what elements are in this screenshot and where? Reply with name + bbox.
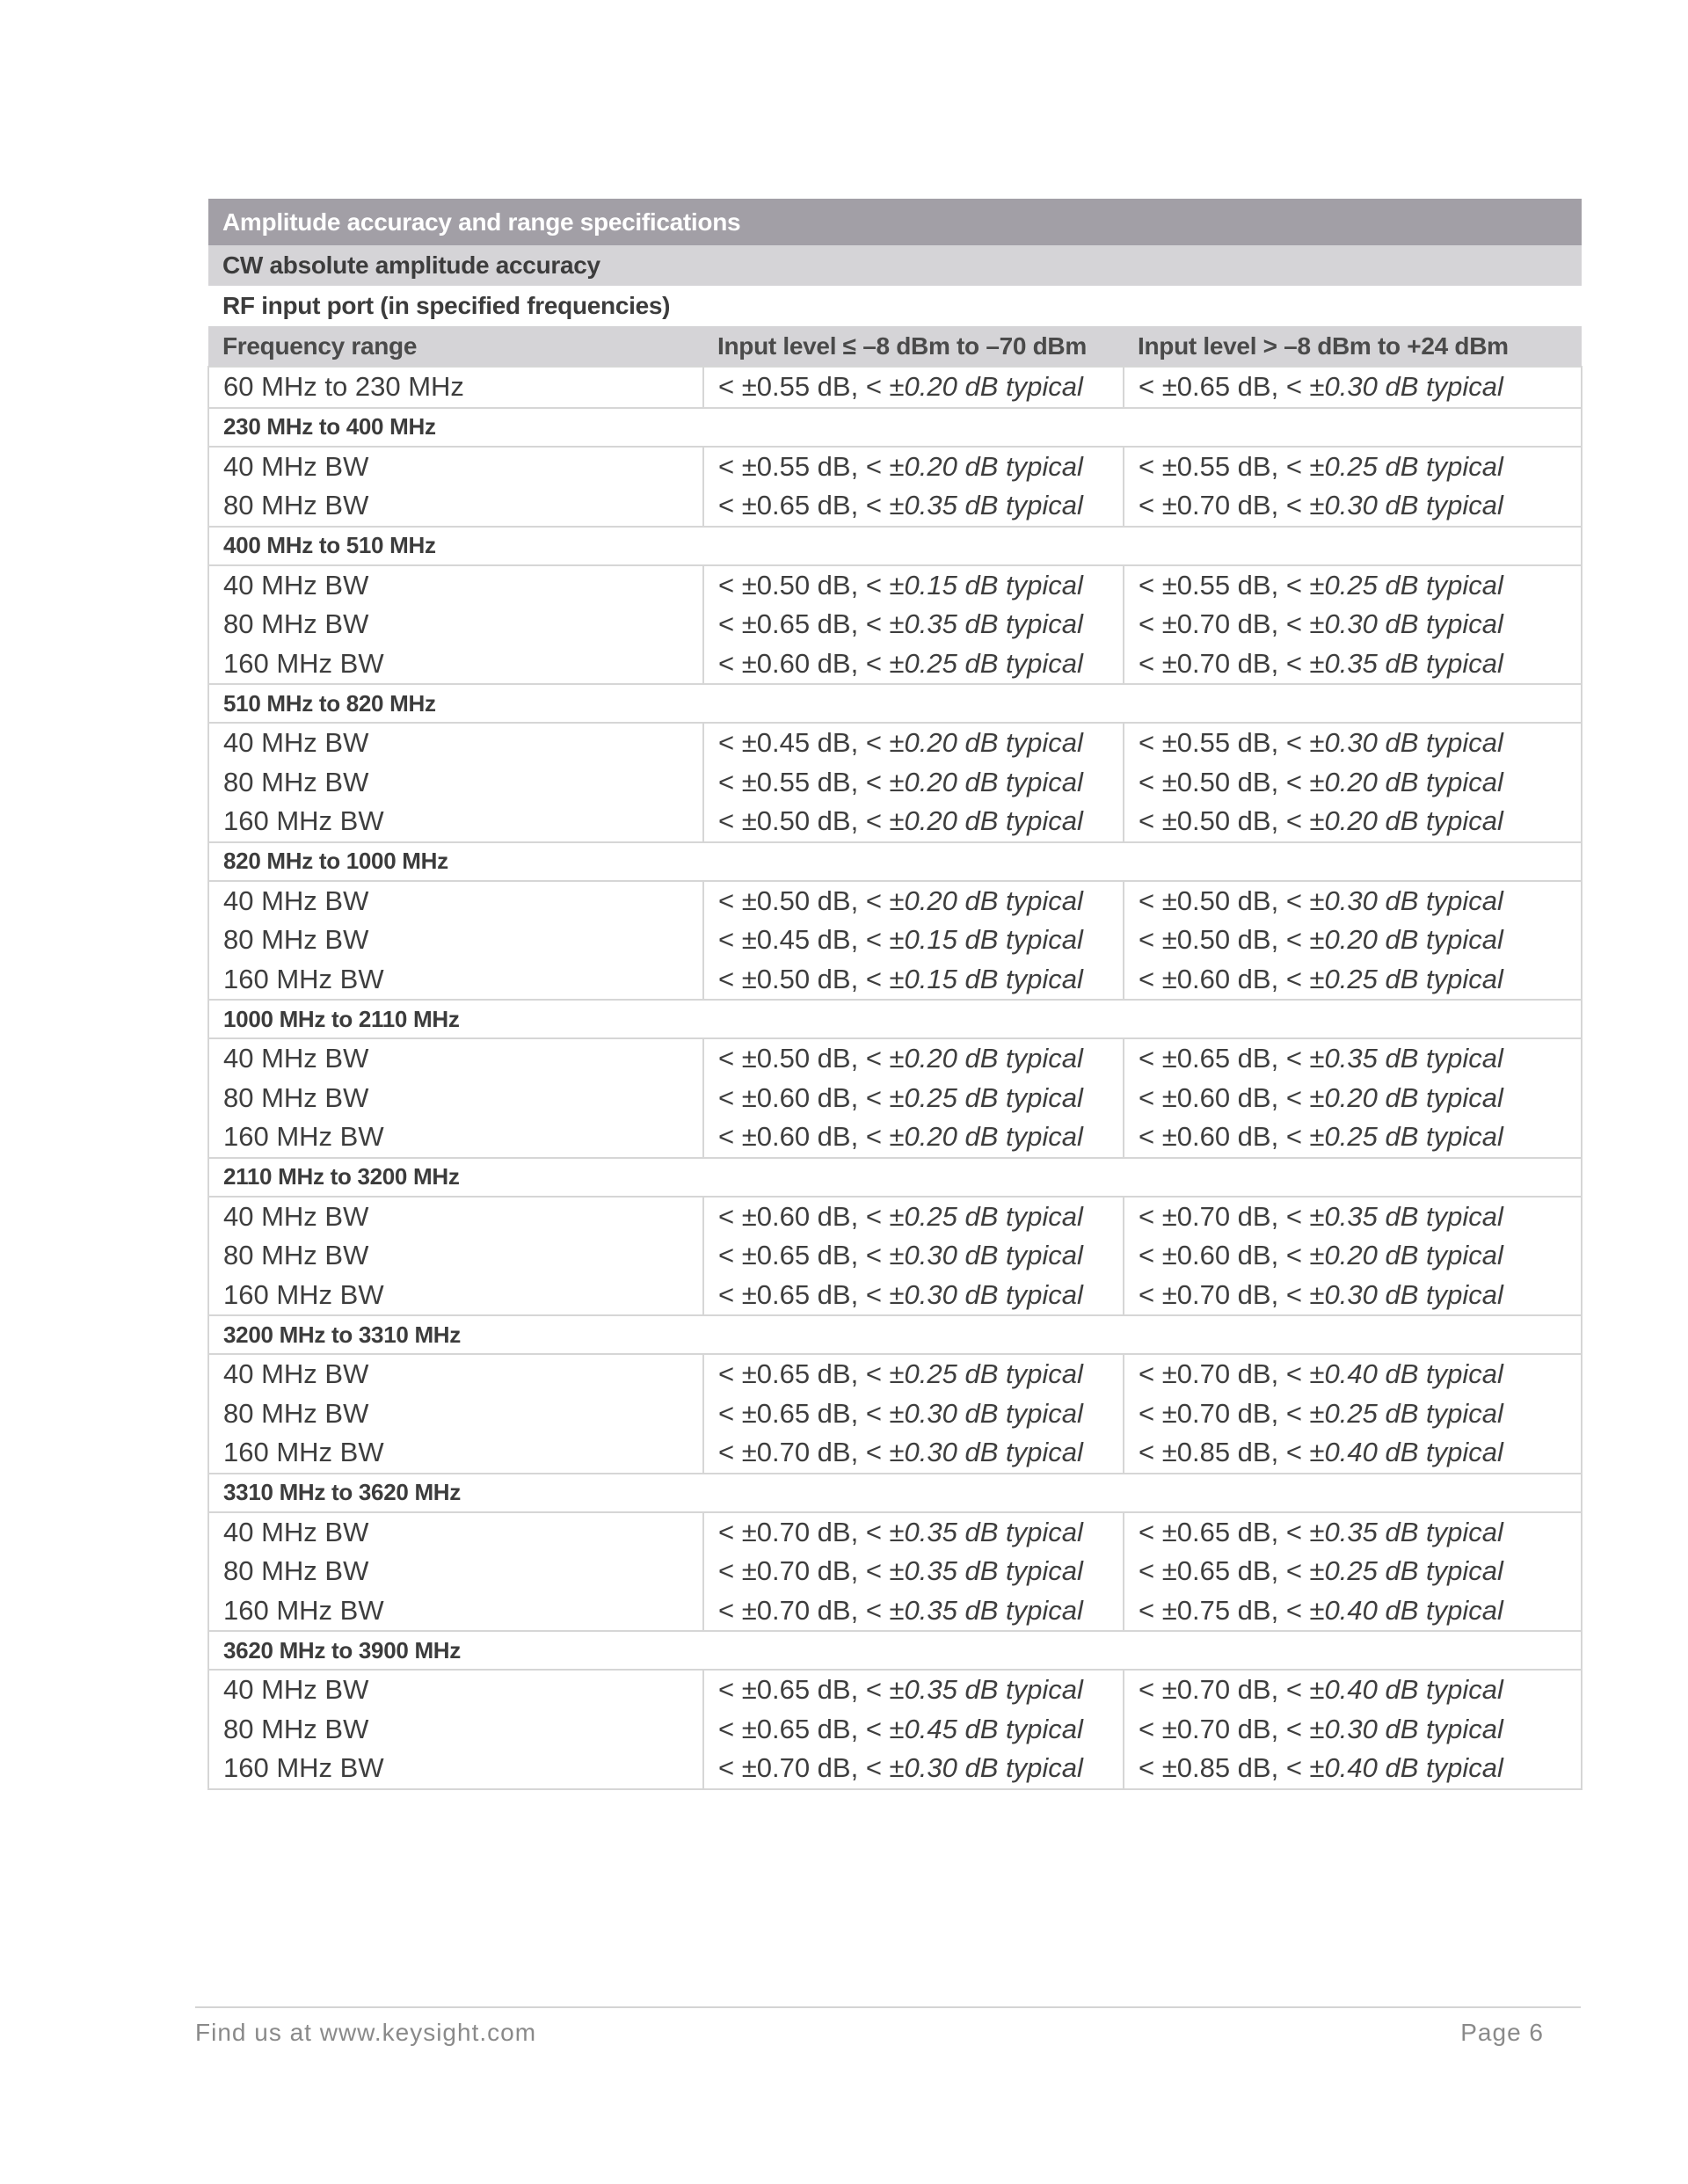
typical-value: ±0.35 dB typical [889, 608, 1083, 639]
low-level-value [718, 1039, 1109, 1079]
high-level-value [1139, 486, 1567, 526]
high-level-value [1139, 1394, 1567, 1434]
typical-value: ±0.25 dB typical [889, 647, 1083, 679]
low-level-cell [703, 1512, 1124, 1632]
typical-value: ±0.35 dB typical [1309, 1516, 1503, 1547]
band-title: 510 MHz to 820 MHz [208, 684, 1582, 723]
max-value: < ±0.45 dB, < [718, 727, 890, 758]
max-value: < ±0.75 dB, < [1139, 1594, 1310, 1626]
bandwidth-label: 40 MHz BW [223, 1043, 369, 1074]
high-level-value [1139, 566, 1567, 606]
typical-value: ±0.30 dB typical [1309, 371, 1503, 402]
max-value: < ±0.65 dB, < [718, 1240, 890, 1270]
typical-value: ±0.30 dB typical [889, 1240, 1083, 1270]
low-level-cell [703, 1038, 1124, 1158]
typical-value: ±0.25 dB typical [889, 1358, 1083, 1389]
max-value: < ±0.60 dB, < [718, 1081, 890, 1113]
low-level-cell [703, 1670, 1124, 1789]
spec-table [207, 199, 1582, 1790]
typical-value: ±0.30 dB typical [1309, 490, 1503, 521]
typical-value: ±0.20 dB typical [889, 766, 1083, 797]
table-row [208, 881, 1582, 1001]
bandwidth-cell [208, 1512, 703, 1632]
typical-value: ±0.30 dB typical [1309, 608, 1503, 639]
band-header-row [208, 527, 1582, 565]
typical-value: ±0.20 dB typical [889, 371, 1083, 402]
typical-value: ±0.40 dB typical [1309, 1358, 1503, 1389]
typical-value: ±0.15 dB typical [889, 924, 1083, 955]
typical-value: ±0.40 dB typical [1309, 1594, 1503, 1626]
bandwidth-label: 160 MHz BW [223, 1752, 384, 1783]
high-level-cell [1124, 1354, 1582, 1474]
max-value: < ±0.50 dB, < [718, 963, 890, 994]
high-level-value [1139, 1552, 1567, 1591]
typical-value: ±0.25 dB typical [889, 1081, 1083, 1113]
low-level-cell [703, 367, 1124, 408]
low-level-value [718, 724, 1109, 763]
low-level-value [718, 802, 1109, 841]
max-value: < ±0.50 dB, < [718, 885, 890, 916]
max-value: < ±0.60 dB, < [718, 1200, 890, 1232]
typical-value: ±0.30 dB typical [1309, 727, 1503, 758]
high-level-value [1139, 1276, 1567, 1315]
max-value: < ±0.50 dB, < [1139, 885, 1310, 916]
bandwidth-cell [208, 723, 703, 842]
typical-value: ±0.30 dB typical [1309, 885, 1503, 916]
bandwidth-cell [208, 1038, 703, 1158]
band-header-row [208, 1315, 1582, 1354]
band-title: 3200 MHz to 3310 MHz [208, 1315, 1582, 1354]
max-value: < ±0.85 dB, < [1139, 1752, 1310, 1783]
low-level-value [718, 566, 1109, 606]
typical-value: ±0.15 dB typical [889, 569, 1083, 601]
high-level-value [1139, 921, 1567, 960]
typical-value: ±0.20 dB typical [889, 727, 1083, 758]
high-level-cell [1124, 1038, 1582, 1158]
typical-value: ±0.20 dB typical [1309, 924, 1503, 955]
high-level-value [1139, 1039, 1567, 1079]
table-row [208, 723, 1582, 842]
high-level-value [1139, 802, 1567, 841]
max-value: < ±0.50 dB, < [718, 805, 890, 836]
typical-value: ±0.35 dB typical [889, 1516, 1083, 1547]
band-header-row [208, 1158, 1582, 1197]
band-header-row [208, 1000, 1582, 1038]
bandwidth-label: 40 MHz BW [223, 1200, 369, 1232]
typical-value: ±0.35 dB typical [889, 1555, 1083, 1586]
max-value: < ±0.50 dB, < [1139, 766, 1310, 797]
bandwidth-label: 80 MHz BW [223, 924, 369, 955]
bandwidth-label: 80 MHz BW [223, 1713, 369, 1744]
max-value: < ±0.65 dB, < [1139, 1516, 1310, 1547]
max-value: < ±0.60 dB, < [1139, 1081, 1310, 1113]
table-row [208, 1670, 1582, 1789]
high-level-cell [1124, 1670, 1582, 1789]
low-level-value [718, 1671, 1109, 1710]
low-level-value [718, 763, 1109, 803]
bandwidth-label: 80 MHz BW [223, 1397, 369, 1429]
table-subtitle-row [208, 245, 1582, 286]
band-header-row [208, 1474, 1582, 1512]
typical-value: ±0.25 dB typical [1309, 1121, 1503, 1152]
bandwidth-label: 40 MHz BW [223, 727, 369, 758]
table-title: Amplitude accuracy and range specifications [208, 199, 1582, 245]
bandwidth-label: 160 MHz BW [223, 1594, 384, 1626]
high-level-value [1139, 960, 1567, 1000]
bandwidth-label: 40 MHz BW [223, 450, 369, 482]
typical-value: ±0.40 dB typical [1309, 1437, 1503, 1467]
bandwidth-label: 40 MHz BW [223, 569, 369, 601]
typical-value: ±0.25 dB typical [1309, 1397, 1503, 1429]
low-level-value [718, 1355, 1109, 1394]
bandwidth-label: 40 MHz BW [223, 1674, 369, 1705]
low-level-value [718, 605, 1109, 644]
max-value: < ±0.65 dB, < [1139, 1043, 1310, 1074]
max-value: < ±0.55 dB, < [718, 766, 890, 797]
low-level-cell [703, 565, 1124, 685]
max-value: < ±0.60 dB, < [1139, 1121, 1310, 1152]
typical-value: ±0.30 dB typical [889, 1752, 1083, 1783]
column-header-high-level: Input level > –8 dBm to +24 dBm [1124, 326, 1582, 367]
low-level-value [718, 486, 1109, 526]
table-row [208, 1512, 1582, 1632]
bandwidth-label: 80 MHz BW [223, 1555, 369, 1586]
bandwidth-cell [208, 565, 703, 685]
high-level-value [1139, 763, 1567, 803]
max-value: < ±0.70 dB, < [1139, 1674, 1310, 1705]
band-title: 400 MHz to 510 MHz [208, 527, 1582, 565]
footer-page-number: Page 6 [1460, 2019, 1544, 2046]
typical-value: ±0.40 dB typical [1309, 1752, 1503, 1783]
high-level-value [1139, 1591, 1567, 1631]
band-title: 3620 MHz to 3900 MHz [208, 1631, 1582, 1670]
table-row [208, 1038, 1582, 1158]
high-level-value [1139, 1710, 1567, 1750]
low-level-value [718, 1117, 1109, 1157]
max-value: < ±0.50 dB, < [718, 569, 890, 601]
table-subtitle: CW absolute amplitude accuracy [208, 245, 1582, 286]
bandwidth-label: 40 MHz BW [223, 885, 369, 916]
typical-value: ±0.35 dB typical [1309, 647, 1503, 679]
column-header-low-level: Input level ≤ –8 dBm to –70 dBm [703, 326, 1124, 367]
high-level-value [1139, 605, 1567, 644]
high-level-value [1139, 1079, 1567, 1118]
max-value: < ±0.85 dB, < [1139, 1437, 1310, 1467]
band-header-row [208, 684, 1582, 723]
low-level-cell [703, 1354, 1124, 1474]
low-level-cell [703, 723, 1124, 842]
typical-value: ±0.25 dB typical [1309, 1555, 1503, 1586]
typical-value: ±0.20 dB typical [889, 885, 1083, 916]
high-level-value [1139, 644, 1567, 684]
typical-value: ±0.35 dB typical [889, 1674, 1083, 1705]
max-value: < ±0.65 dB, < [718, 1713, 890, 1744]
max-value: < ±0.55 dB, < [718, 450, 890, 482]
max-value: < ±0.60 dB, < [718, 1121, 890, 1152]
typical-value: ±0.20 dB typical [1309, 766, 1503, 797]
high-level-cell [1124, 565, 1582, 685]
footer-divider [195, 2006, 1581, 2008]
max-value: < ±0.55 dB, < [718, 371, 890, 402]
typical-value: ±0.30 dB typical [889, 1278, 1083, 1310]
bandwidth-label: 160 MHz BW [223, 647, 384, 679]
max-value: < ±0.65 dB, < [718, 608, 890, 639]
high-level-cell [1124, 1197, 1582, 1316]
max-value: < ±0.70 dB, < [1139, 1713, 1310, 1744]
max-value: < ±0.70 dB, < [1139, 1278, 1310, 1310]
max-value: < ±0.70 dB, < [1139, 1200, 1310, 1232]
low-level-cell [703, 447, 1124, 527]
low-level-value [718, 882, 1109, 921]
frequency-range-cell: 60 MHz to 230 MHz [208, 367, 703, 408]
bandwidth-cell [208, 881, 703, 1001]
typical-value: ±0.15 dB typical [889, 963, 1083, 994]
max-value: < ±0.70 dB, < [718, 1752, 890, 1783]
high-level-value [1139, 1236, 1567, 1276]
typical-value: ±0.45 dB typical [889, 1713, 1083, 1744]
bandwidth-cell [208, 1354, 703, 1474]
typical-value: ±0.35 dB typical [889, 1594, 1083, 1626]
typical-value: ±0.35 dB typical [889, 490, 1083, 521]
bandwidth-label: 80 MHz BW [223, 608, 369, 639]
max-value: < ±0.65 dB, < [718, 490, 890, 521]
low-level-value [718, 1591, 1109, 1631]
low-level-value [718, 644, 1109, 684]
max-value: < ±0.70 dB, < [1139, 490, 1310, 521]
max-value: < ±0.55 dB, < [1139, 569, 1310, 601]
max-value: < ±0.65 dB, < [718, 1674, 890, 1705]
typical-value: ±0.20 dB typical [889, 805, 1083, 836]
table-row [208, 1354, 1582, 1474]
max-value: < ±0.60 dB, < [1139, 963, 1310, 994]
low-level-cell [703, 1197, 1124, 1316]
typical-value: ±0.25 dB typical [1309, 963, 1503, 994]
low-level-value [718, 921, 1109, 960]
typical-value: ±0.30 dB typical [1309, 1713, 1503, 1744]
high-level-value [1139, 1433, 1567, 1473]
max-value: < ±0.65 dB, < [1139, 1555, 1310, 1586]
high-level-value [1139, 448, 1567, 487]
high-level-value [1139, 724, 1567, 763]
bandwidth-label: 40 MHz BW [223, 1516, 369, 1547]
typical-value: ±0.30 dB typical [889, 1437, 1083, 1467]
max-value: < ±0.50 dB, < [718, 1043, 890, 1074]
high-level-value [1139, 1198, 1567, 1237]
max-value: < ±0.70 dB, < [1139, 608, 1310, 639]
table-title-row [208, 199, 1582, 245]
band-header-row [208, 1631, 1582, 1670]
port-label: RF input port (in specified frequencies) [208, 286, 1582, 326]
max-value: < ±0.70 dB, < [718, 1594, 890, 1626]
typical-value: ±0.40 dB typical [1309, 1674, 1503, 1705]
band-header-row [208, 842, 1582, 881]
bandwidth-cell [208, 1197, 703, 1316]
bandwidth-label: 160 MHz BW [223, 1121, 384, 1152]
low-level-value [718, 1710, 1109, 1750]
high-level-cell [1124, 1512, 1582, 1632]
high-level-cell [1124, 447, 1582, 527]
typical-value: ±0.20 dB typical [1309, 805, 1503, 836]
bandwidth-label: 80 MHz BW [223, 490, 369, 521]
max-value: < ±0.70 dB, < [718, 1437, 890, 1467]
typical-value: ±0.25 dB typical [1309, 450, 1503, 482]
high-level-value [1139, 882, 1567, 921]
high-level-value [1139, 1117, 1567, 1157]
table-row [208, 565, 1582, 685]
max-value: < ±0.70 dB, < [1139, 647, 1310, 679]
column-header-frequency: Frequency range [208, 326, 703, 367]
bandwidth-label: 160 MHz BW [223, 963, 384, 994]
high-level-value [1139, 1749, 1567, 1788]
bandwidth-label: 80 MHz BW [223, 766, 369, 797]
low-level-value [718, 1198, 1109, 1237]
band-title: 820 MHz to 1000 MHz [208, 842, 1582, 881]
max-value: < ±0.60 dB, < [718, 647, 890, 679]
max-value: < ±0.70 dB, < [718, 1555, 890, 1586]
max-value: < ±0.70 dB, < [718, 1516, 890, 1547]
max-value: < ±0.65 dB, < [718, 1278, 890, 1310]
low-level-value [718, 1079, 1109, 1118]
low-level-value [718, 1433, 1109, 1473]
band-title: 3310 MHz to 3620 MHz [208, 1474, 1582, 1512]
footer-website[interactable]: Find us at www.keysight.com [195, 2019, 537, 2046]
max-value: < ±0.55 dB, < [1139, 727, 1310, 758]
band-title: 2110 MHz to 3200 MHz [208, 1158, 1582, 1197]
low-level-value [718, 960, 1109, 1000]
bandwidth-label: 80 MHz BW [223, 1240, 369, 1270]
max-value: < ±0.65 dB, < [718, 1397, 890, 1429]
band-title: 1000 MHz to 2110 MHz [208, 1000, 1582, 1038]
max-value: < ±0.45 dB, < [718, 924, 890, 955]
table-row [208, 1197, 1582, 1316]
high-level-value [1139, 1671, 1567, 1710]
typical-value: ±0.35 dB typical [1309, 1200, 1503, 1232]
typical-value: ±0.20 dB typical [889, 450, 1083, 482]
typical-value: ±0.20 dB typical [1309, 1081, 1503, 1113]
typical-value: ±0.20 dB typical [889, 1043, 1083, 1074]
bandwidth-label: 160 MHz BW [223, 1437, 384, 1467]
low-level-value [718, 1236, 1109, 1276]
max-value: < ±0.70 dB, < [1139, 1358, 1310, 1389]
low-level-value [718, 448, 1109, 487]
typical-value: ±0.35 dB typical [1309, 1043, 1503, 1074]
max-value: < ±0.65 dB, < [718, 1358, 890, 1389]
bandwidth-label: 160 MHz BW [223, 1278, 384, 1310]
max-value: < ±0.70 dB, < [1139, 1397, 1310, 1429]
typical-value: ±0.20 dB typical [1309, 1240, 1503, 1270]
band-title: 230 MHz to 400 MHz [208, 408, 1582, 447]
max-value: < ±0.55 dB, < [1139, 450, 1310, 482]
typical-value: ±0.30 dB typical [889, 1397, 1083, 1429]
low-level-value [718, 1749, 1109, 1788]
low-level-cell [703, 881, 1124, 1001]
high-level-value [1139, 1513, 1567, 1553]
band-header-row [208, 408, 1582, 447]
high-level-cell [1124, 881, 1582, 1001]
port-label-row [208, 286, 1582, 326]
low-level-value [718, 1276, 1109, 1315]
bandwidth-cell [208, 447, 703, 527]
low-level-value [718, 1394, 1109, 1434]
high-level-value [1139, 1355, 1567, 1394]
bandwidth-label: 80 MHz BW [223, 1081, 369, 1113]
high-level-cell [1124, 723, 1582, 842]
low-level-value [718, 1513, 1109, 1553]
max-value: < ±0.50 dB, < [1139, 924, 1310, 955]
bandwidth-cell [208, 1670, 703, 1789]
high-level-cell [1124, 367, 1582, 408]
max-value: < ±0.50 dB, < [1139, 805, 1310, 836]
typical-value: ±0.30 dB typical [1309, 1278, 1503, 1310]
table-row [208, 367, 1582, 408]
bandwidth-label: 40 MHz BW [223, 1358, 369, 1389]
bandwidth-label: 160 MHz BW [223, 805, 384, 836]
typical-value: ±0.25 dB typical [1309, 569, 1503, 601]
typical-value: ±0.25 dB typical [889, 1200, 1083, 1232]
max-value: < ±0.60 dB, < [1139, 1240, 1310, 1270]
table-row [208, 447, 1582, 527]
max-value: < ±0.65 dB, < [1139, 371, 1310, 402]
column-header-row [208, 326, 1582, 367]
low-level-value [718, 1552, 1109, 1591]
typical-value: ±0.20 dB typical [889, 1121, 1083, 1152]
